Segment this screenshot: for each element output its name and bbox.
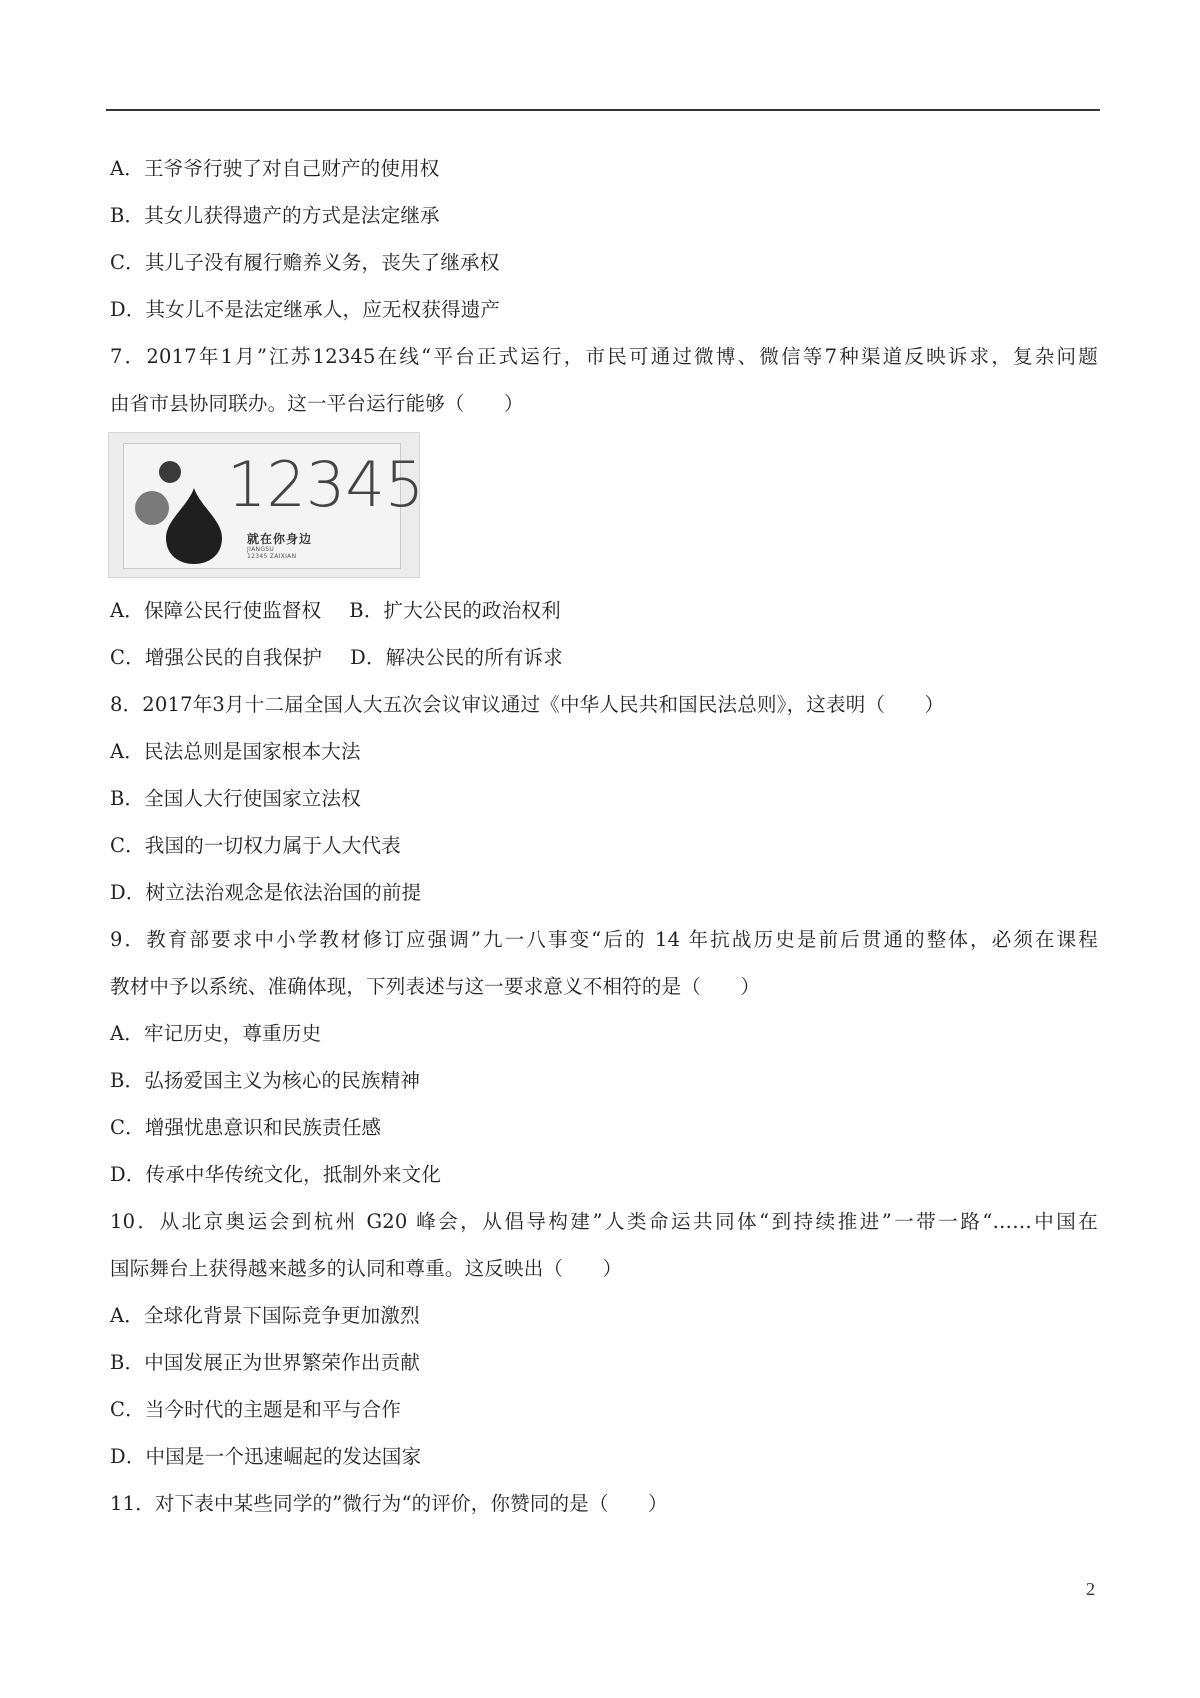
q9-stem-line1: 9．教育部要求中小学教材修订应强调”九一八事变“后的 14 年抗战历史是前后贯通的整体，必须在课程: [110, 928, 1098, 951]
q9-option-c: C．增强忧患意识和民族责任感: [110, 1116, 382, 1139]
q10-option-a: A．全球化背景下国际竞争更加激烈: [110, 1304, 420, 1327]
q7-logo-number: 12345: [227, 448, 425, 521]
q7-options-row1: [110, 598, 561, 624]
q7-logo-subtext-line1: JIANGSU: [247, 546, 275, 553]
q7-option-c: C．增强公民的自我保护: [110, 646, 323, 669]
q7-stem-line2: 由省市县协同联办。这一平台运行能够（ ）: [110, 392, 524, 415]
q8-option-c: C．我国的一切权力属于人大代表: [110, 834, 401, 857]
q6-option-d: D．其女儿不是法定继承人，应无权获得遗产: [110, 298, 501, 321]
q7-logo-subtext: [247, 546, 296, 560]
q9-option-a: A．牢记历史，尊重历史: [110, 1022, 322, 1045]
q10-option-b: B．中国发展正为世界繁荣作出贡献: [110, 1351, 421, 1374]
q7-option-b: B．扩大公民的政治权利: [349, 599, 561, 622]
q7-options-row2: [110, 645, 563, 671]
q10-option-c: C．当今时代的主题是和平与合作: [110, 1398, 401, 1421]
q7-logo-card: [123, 443, 425, 569]
header-rule: [106, 109, 1100, 111]
q10-stem-line2: 国际舞台上获得越来越多的认同和尊重。这反映出（ ）: [110, 1257, 623, 1280]
q6-option-c: C．其儿子没有履行赡养义务，丧失了继承权: [110, 251, 500, 274]
q9-option-d: D．传承中华传统文化，抵制外来文化: [110, 1163, 442, 1186]
q8-option-a: A．民法总则是国家根本大法: [110, 740, 361, 763]
water-drop-logo-icon: [130, 458, 226, 566]
q10-option-d: D．中国是一个迅速崛起的发达国家: [110, 1445, 422, 1468]
q11-stem: 11．对下表中某些同学的”微行为“的评价，你赞同的是（ ）: [110, 1492, 668, 1515]
q6-option-a: A．王爷爷行驶了对自己财产的使用权: [110, 157, 440, 180]
q10-stem-line1: 10．从北京奥运会到杭州 G20 峰会，从倡导构建”人类命运共同体“到持续推进”一带一路“……中国在: [110, 1210, 1098, 1233]
q7-option-a: A．保障公民行使监督权: [110, 599, 322, 622]
q7-logo-image: [108, 432, 425, 578]
q7-stem-line1: 7．2017年1月”江苏12345在线“平台正式运行，市民可通过微博、微信等7种渠道反映诉求，复杂问题: [110, 345, 1098, 368]
q8-stem: 8．2017年3月十二届全国人大五次会议审议通过《中华人民共和国民法总则》，这表明（ ）: [110, 693, 945, 716]
q6-option-b: B．其女儿获得遗产的方式是法定继承: [110, 204, 440, 227]
q7-option-d: D．解决公民的所有诉求: [350, 646, 563, 669]
q8-option-d: D．树立法治观念是依法治国的前提: [110, 881, 422, 904]
q7-logo-subtext-line2: 12345 ZAIXIAN: [247, 553, 297, 560]
q9-stem-line2: 教材中予以系统、准确体现，下列表述与这一要求意义不相符的是（ ）: [110, 975, 761, 998]
q7-logo-slogan: 就在你身边: [247, 532, 313, 546]
page-number: 2: [1086, 1579, 1095, 1599]
q9-option-b: B．弘扬爱国主义为核心的民族精神: [110, 1069, 421, 1092]
q8-option-b: B．全国人大行使国家立法权: [110, 787, 361, 810]
